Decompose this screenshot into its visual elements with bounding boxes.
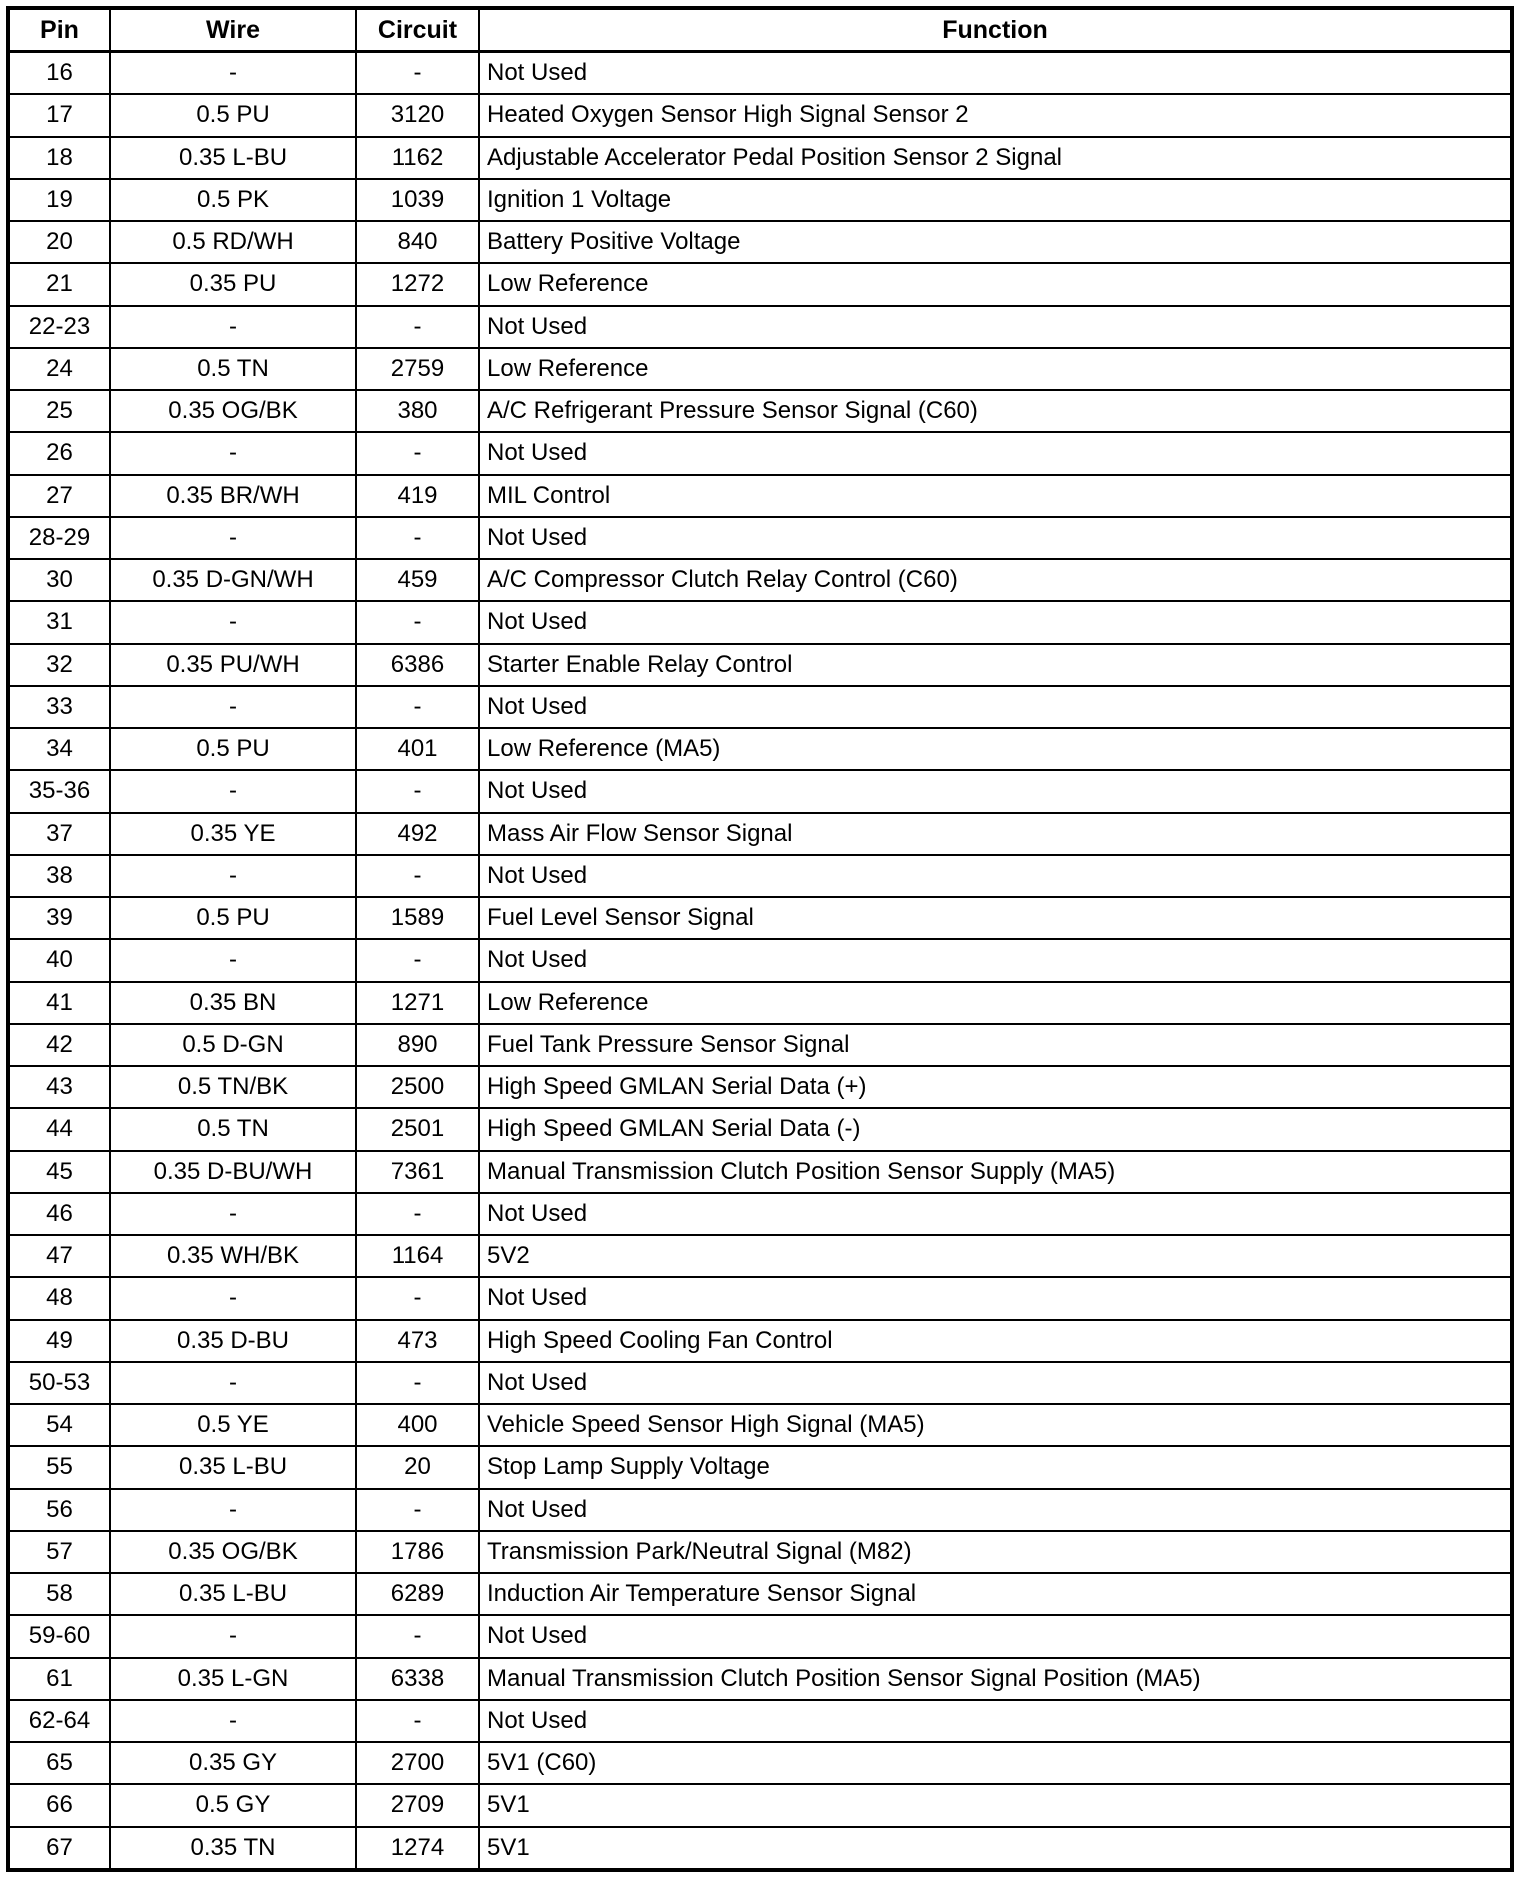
cell-wire: 0.5 RD/WH	[110, 221, 356, 263]
cell-function: Not Used	[479, 52, 1512, 95]
cell-wire: 0.35 L-BU	[110, 1573, 356, 1615]
cell-wire: 0.5 PU	[110, 897, 356, 939]
cell-wire: 0.5 GY	[110, 1784, 356, 1826]
table-row	[8, 813, 1512, 855]
cell-wire: 0.35 D-BU	[110, 1320, 356, 1362]
cell-wire: -	[110, 1700, 356, 1742]
cell-pin: 37	[8, 813, 110, 855]
table-row	[8, 432, 1512, 474]
table-row	[8, 137, 1512, 179]
cell-function: Vehicle Speed Sensor High Signal (MA5)	[479, 1404, 1512, 1446]
cell-wire: 0.35 D-GN/WH	[110, 559, 356, 601]
table-row	[8, 1193, 1512, 1235]
cell-wire: 0.5 PK	[110, 179, 356, 221]
table-row	[8, 1108, 1512, 1150]
cell-pin: 34	[8, 728, 110, 770]
cell-circuit: 1271	[356, 982, 479, 1024]
cell-function: High Speed Cooling Fan Control	[479, 1320, 1512, 1362]
cell-circuit: 419	[356, 475, 479, 517]
cell-pin: 49	[8, 1320, 110, 1362]
table-row	[8, 475, 1512, 517]
cell-function: Not Used	[479, 432, 1512, 474]
table-row	[8, 1066, 1512, 1108]
table-row	[8, 770, 1512, 812]
cell-pin: 55	[8, 1446, 110, 1488]
table-row	[8, 1320, 1512, 1362]
cell-pin: 42	[8, 1024, 110, 1066]
cell-function: Not Used	[479, 1489, 1512, 1531]
table-row	[8, 52, 1512, 95]
table-body	[8, 52, 1512, 1871]
table-row	[8, 1362, 1512, 1404]
cell-wire: 0.5 TN/BK	[110, 1066, 356, 1108]
cell-circuit: 3120	[356, 94, 479, 136]
cell-wire: -	[110, 52, 356, 95]
cell-function: Starter Enable Relay Control	[479, 644, 1512, 686]
cell-pin: 48	[8, 1277, 110, 1319]
cell-function: A/C Refrigerant Pressure Sensor Signal (C60)	[479, 390, 1512, 432]
cell-circuit: 6338	[356, 1658, 479, 1700]
table-row	[8, 939, 1512, 981]
cell-wire: 0.35 OG/BK	[110, 1531, 356, 1573]
cell-wire: 0.5 TN	[110, 1108, 356, 1150]
cell-wire: -	[110, 1362, 356, 1404]
cell-wire: -	[110, 855, 356, 897]
cell-circuit: 1272	[356, 263, 479, 305]
cell-circuit: -	[356, 517, 479, 559]
cell-pin: 26	[8, 432, 110, 474]
cell-wire: 0.35 L-BU	[110, 137, 356, 179]
cell-function: Heated Oxygen Sensor High Signal Sensor 2	[479, 94, 1512, 136]
cell-wire: -	[110, 770, 356, 812]
cell-wire: -	[110, 306, 356, 348]
cell-circuit: -	[356, 855, 479, 897]
cell-function: High Speed GMLAN Serial Data (-)	[479, 1108, 1512, 1150]
cell-circuit: 6386	[356, 644, 479, 686]
table-row	[8, 1404, 1512, 1446]
cell-function: Not Used	[479, 1615, 1512, 1657]
cell-wire: 0.5 YE	[110, 1404, 356, 1446]
cell-circuit: 840	[356, 221, 479, 263]
cell-circuit: 492	[356, 813, 479, 855]
cell-function: Stop Lamp Supply Voltage	[479, 1446, 1512, 1488]
cell-pin: 28-29	[8, 517, 110, 559]
cell-wire: 0.35 L-GN	[110, 1658, 356, 1700]
cell-circuit: 1786	[356, 1531, 479, 1573]
cell-function: Transmission Park/Neutral Signal (M82)	[479, 1531, 1512, 1573]
cell-pin: 17	[8, 94, 110, 136]
cell-circuit: -	[356, 601, 479, 643]
cell-circuit: 401	[356, 728, 479, 770]
cell-circuit: -	[356, 686, 479, 728]
cell-function: Low Reference (MA5)	[479, 728, 1512, 770]
cell-pin: 41	[8, 982, 110, 1024]
cell-function: Not Used	[479, 770, 1512, 812]
table-row	[8, 1024, 1512, 1066]
cell-circuit: 380	[356, 390, 479, 432]
cell-function: 5V1 (C60)	[479, 1742, 1512, 1784]
cell-circuit: -	[356, 432, 479, 474]
header-circuit: Circuit	[356, 8, 479, 52]
cell-pin: 33	[8, 686, 110, 728]
table-row	[8, 559, 1512, 601]
cell-circuit: -	[356, 939, 479, 981]
cell-pin: 19	[8, 179, 110, 221]
cell-function: Low Reference	[479, 263, 1512, 305]
table-row	[8, 179, 1512, 221]
cell-pin: 46	[8, 1193, 110, 1235]
cell-circuit: 7361	[356, 1151, 479, 1193]
cell-pin: 21	[8, 263, 110, 305]
cell-pin: 56	[8, 1489, 110, 1531]
cell-circuit: -	[356, 1615, 479, 1657]
cell-function: Not Used	[479, 306, 1512, 348]
cell-circuit: 473	[356, 1320, 479, 1362]
cell-circuit: -	[356, 1489, 479, 1531]
table-row	[8, 1742, 1512, 1784]
cell-wire: 0.35 OG/BK	[110, 390, 356, 432]
cell-wire: 0.35 D-BU/WH	[110, 1151, 356, 1193]
cell-circuit: -	[356, 306, 479, 348]
cell-function: MIL Control	[479, 475, 1512, 517]
table-row	[8, 221, 1512, 263]
cell-pin: 65	[8, 1742, 110, 1784]
cell-pin: 54	[8, 1404, 110, 1446]
cell-pin: 40	[8, 939, 110, 981]
table-row	[8, 1489, 1512, 1531]
table-row	[8, 1615, 1512, 1657]
cell-function: Fuel Tank Pressure Sensor Signal	[479, 1024, 1512, 1066]
cell-function: 5V2	[479, 1235, 1512, 1277]
table-header	[8, 8, 1512, 52]
cell-function: Battery Positive Voltage	[479, 221, 1512, 263]
cell-pin: 16	[8, 52, 110, 95]
cell-wire: 0.35 PU/WH	[110, 644, 356, 686]
cell-circuit: 2500	[356, 1066, 479, 1108]
table-row	[8, 390, 1512, 432]
cell-circuit: -	[356, 1193, 479, 1235]
table-row	[8, 897, 1512, 939]
table-row	[8, 601, 1512, 643]
cell-circuit: 6289	[356, 1573, 479, 1615]
cell-circuit: 2700	[356, 1742, 479, 1784]
cell-function: Mass Air Flow Sensor Signal	[479, 813, 1512, 855]
table-row	[8, 1531, 1512, 1573]
cell-wire: -	[110, 1489, 356, 1531]
cell-pin: 45	[8, 1151, 110, 1193]
cell-function: 5V1	[479, 1827, 1512, 1871]
cell-pin: 25	[8, 390, 110, 432]
cell-function: High Speed GMLAN Serial Data (+)	[479, 1066, 1512, 1108]
cell-circuit: 1162	[356, 137, 479, 179]
cell-wire: 0.35 WH/BK	[110, 1235, 356, 1277]
cell-circuit: -	[356, 770, 479, 812]
cell-function: Not Used	[479, 939, 1512, 981]
cell-circuit: 1274	[356, 1827, 479, 1871]
header-wire: Wire	[110, 8, 356, 52]
cell-pin: 61	[8, 1658, 110, 1700]
cell-pin: 66	[8, 1784, 110, 1826]
cell-wire: -	[110, 939, 356, 981]
cell-wire: 0.35 L-BU	[110, 1446, 356, 1488]
cell-function: Not Used	[479, 517, 1512, 559]
cell-function: Induction Air Temperature Sensor Signal	[479, 1573, 1512, 1615]
cell-pin: 20	[8, 221, 110, 263]
cell-pin: 32	[8, 644, 110, 686]
cell-function: Fuel Level Sensor Signal	[479, 897, 1512, 939]
cell-circuit: -	[356, 1362, 479, 1404]
cell-pin: 24	[8, 348, 110, 390]
cell-wire: -	[110, 686, 356, 728]
table-row	[8, 306, 1512, 348]
header-row	[8, 8, 1512, 52]
cell-circuit: 1039	[356, 179, 479, 221]
cell-pin: 31	[8, 601, 110, 643]
cell-function: Manual Transmission Clutch Position Sensor Supply (MA5)	[479, 1151, 1512, 1193]
cell-pin: 59-60	[8, 1615, 110, 1657]
cell-circuit: 2709	[356, 1784, 479, 1826]
table-row	[8, 1827, 1512, 1871]
table-row	[8, 517, 1512, 559]
cell-pin: 39	[8, 897, 110, 939]
table-row	[8, 982, 1512, 1024]
cell-function: A/C Compressor Clutch Relay Control (C60)	[479, 559, 1512, 601]
cell-function: Not Used	[479, 855, 1512, 897]
cell-wire: 0.35 TN	[110, 1827, 356, 1871]
cell-circuit: 400	[356, 1404, 479, 1446]
header-function: Function	[479, 8, 1512, 52]
cell-circuit: 2501	[356, 1108, 479, 1150]
connector-pinout-table	[6, 6, 1514, 1872]
table-row	[8, 263, 1512, 305]
cell-wire: -	[110, 1193, 356, 1235]
cell-wire: 0.5 PU	[110, 94, 356, 136]
table-row	[8, 1446, 1512, 1488]
cell-circuit: -	[356, 52, 479, 95]
table-row	[8, 728, 1512, 770]
cell-wire: 0.35 YE	[110, 813, 356, 855]
cell-wire: -	[110, 1277, 356, 1319]
cell-wire: -	[110, 517, 356, 559]
table-row	[8, 94, 1512, 136]
cell-pin: 47	[8, 1235, 110, 1277]
cell-function: Not Used	[479, 1362, 1512, 1404]
cell-function: Not Used	[479, 601, 1512, 643]
cell-pin: 38	[8, 855, 110, 897]
cell-wire: -	[110, 432, 356, 474]
cell-wire: 0.5 TN	[110, 348, 356, 390]
cell-circuit: 459	[356, 559, 479, 601]
cell-pin: 62-64	[8, 1700, 110, 1742]
cell-pin: 22-23	[8, 306, 110, 348]
cell-function: Not Used	[479, 1277, 1512, 1319]
header-pin: Pin	[8, 8, 110, 52]
cell-pin: 18	[8, 137, 110, 179]
cell-wire: 0.35 BN	[110, 982, 356, 1024]
table-row	[8, 1235, 1512, 1277]
cell-circuit: -	[356, 1700, 479, 1742]
table-row	[8, 348, 1512, 390]
cell-pin: 57	[8, 1531, 110, 1573]
table-row	[8, 1151, 1512, 1193]
table-row	[8, 1277, 1512, 1319]
cell-wire: 0.5 PU	[110, 728, 356, 770]
cell-pin: 30	[8, 559, 110, 601]
cell-function: Not Used	[479, 686, 1512, 728]
cell-pin: 35-36	[8, 770, 110, 812]
cell-pin: 27	[8, 475, 110, 517]
cell-pin: 43	[8, 1066, 110, 1108]
cell-function: Low Reference	[479, 348, 1512, 390]
cell-pin: 67	[8, 1827, 110, 1871]
cell-function: 5V1	[479, 1784, 1512, 1826]
cell-wire: 0.35 BR/WH	[110, 475, 356, 517]
cell-function: Adjustable Accelerator Pedal Position Sensor 2 Signal	[479, 137, 1512, 179]
cell-function: Manual Transmission Clutch Position Sensor Signal Position (MA5)	[479, 1658, 1512, 1700]
cell-function: Ignition 1 Voltage	[479, 179, 1512, 221]
cell-wire: 0.5 D-GN	[110, 1024, 356, 1066]
cell-wire: 0.35 PU	[110, 263, 356, 305]
cell-function: Not Used	[479, 1193, 1512, 1235]
cell-function: Not Used	[479, 1700, 1512, 1742]
cell-function: Low Reference	[479, 982, 1512, 1024]
cell-circuit: 890	[356, 1024, 479, 1066]
cell-pin: 58	[8, 1573, 110, 1615]
cell-circuit: 1589	[356, 897, 479, 939]
table-row	[8, 1658, 1512, 1700]
table-row	[8, 686, 1512, 728]
table-row	[8, 855, 1512, 897]
cell-circuit: 20	[356, 1446, 479, 1488]
table-row	[8, 644, 1512, 686]
table-row	[8, 1784, 1512, 1826]
cell-circuit: 1164	[356, 1235, 479, 1277]
cell-wire: -	[110, 1615, 356, 1657]
table-row	[8, 1700, 1512, 1742]
cell-circuit: -	[356, 1277, 479, 1319]
cell-pin: 44	[8, 1108, 110, 1150]
table-row	[8, 1573, 1512, 1615]
cell-wire: 0.35 GY	[110, 1742, 356, 1784]
cell-circuit: 2759	[356, 348, 479, 390]
cell-wire: -	[110, 601, 356, 643]
cell-pin: 50-53	[8, 1362, 110, 1404]
